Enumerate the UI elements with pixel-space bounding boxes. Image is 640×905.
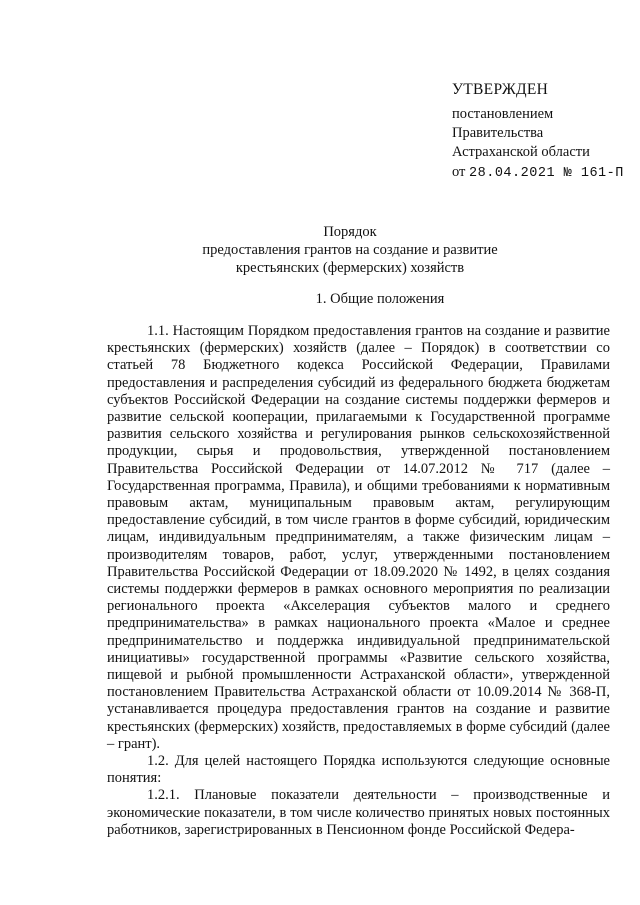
paragraph-1-2-1: 1.2.1. Плановые показатели деятельности – производственные и экономические показатели, в том числе количество принятых новых постоянных работников, зарегистрированных в Пенсионном фонде Российской Федера- xyxy=(107,787,610,838)
title-line-1: Порядок xyxy=(323,224,377,240)
approval-heading: УТВЕРЖДЕН xyxy=(452,81,549,98)
approval-date-prefix: от xyxy=(452,164,466,180)
section-heading: 1. Общие положения xyxy=(315,291,445,307)
title-line-2: предоставления грантов на создание и развитие xyxy=(202,242,498,258)
approval-stamp xyxy=(452,80,634,183)
approval-line-2: Правительства xyxy=(452,125,544,141)
title-line-3: крестьянских (фермерских) хозяйств xyxy=(235,260,465,276)
approval-line-3: Астраханской области xyxy=(452,144,590,160)
approval-date-value: 28.04.2021 № 161-П xyxy=(469,166,624,181)
paragraph-1-2: 1.2. Для целей настоящего Порядка используются следующие основные понятия: xyxy=(107,753,610,787)
approval-line-1: постановлением xyxy=(452,106,554,122)
paragraph-1-1: 1.1. Настоящим Порядком предоставления грантов на создание и развитие крестьянских (фермерских) хозяйств (далее – Порядок) в соответствии со статьей 78 Бюджетного кодекса Российской Федерации, Правилами предоставления и распределения субсидий из федерального бюджета бюджетам субъектов Российской Федерации на создание системы поддержки фермеров и развитие сельской кооперации, прилагаемыми к Государственной программе развития сельского хозяйства и регулирования рынков сельскохозяйственной продукции, сырья и продовольствия, утвержденной постановлением Правительства Российской Федерации от 14.07.2012 № 717 (далее – Государственная программа, Правила), и общими требованиями к нормативным правовым актам, муниципальным правовым актам, регулирующим предоставление субсидий, в том числе грантов в форме субсидий, юридическим лицам, индивидуальным предпринимателям, а также физическим лицам – производителям товаров, работ, услуг, утвержденными постановлением Правительства Российской Федерации от 18.09.2020 № 1492, в целях создания системы поддержки фермеров в рамках основного мероприятия по реализации регионального проекта «Акселерация субъектов малого и среднего предпринимательства» в рамках национального проекта «Малое и среднее предпринимательство и поддержка индивидуальной предпринимательской инициативы» государственной программы «Развитие сельского хозяйства, пищевой и рыбной промышленности Астраханской области», утвержденной постановлением Правительства Астраханской области от 10.09.2014 № 368-П, устанавливается процедура предоставления грантов на создание и развитие крестьянских (фермерских) хозяйств, предоставляемых в форме субсидий (далее – грант). xyxy=(107,323,610,752)
approval-date-line xyxy=(452,163,634,183)
document-body xyxy=(107,323,610,839)
document-title xyxy=(100,223,600,277)
